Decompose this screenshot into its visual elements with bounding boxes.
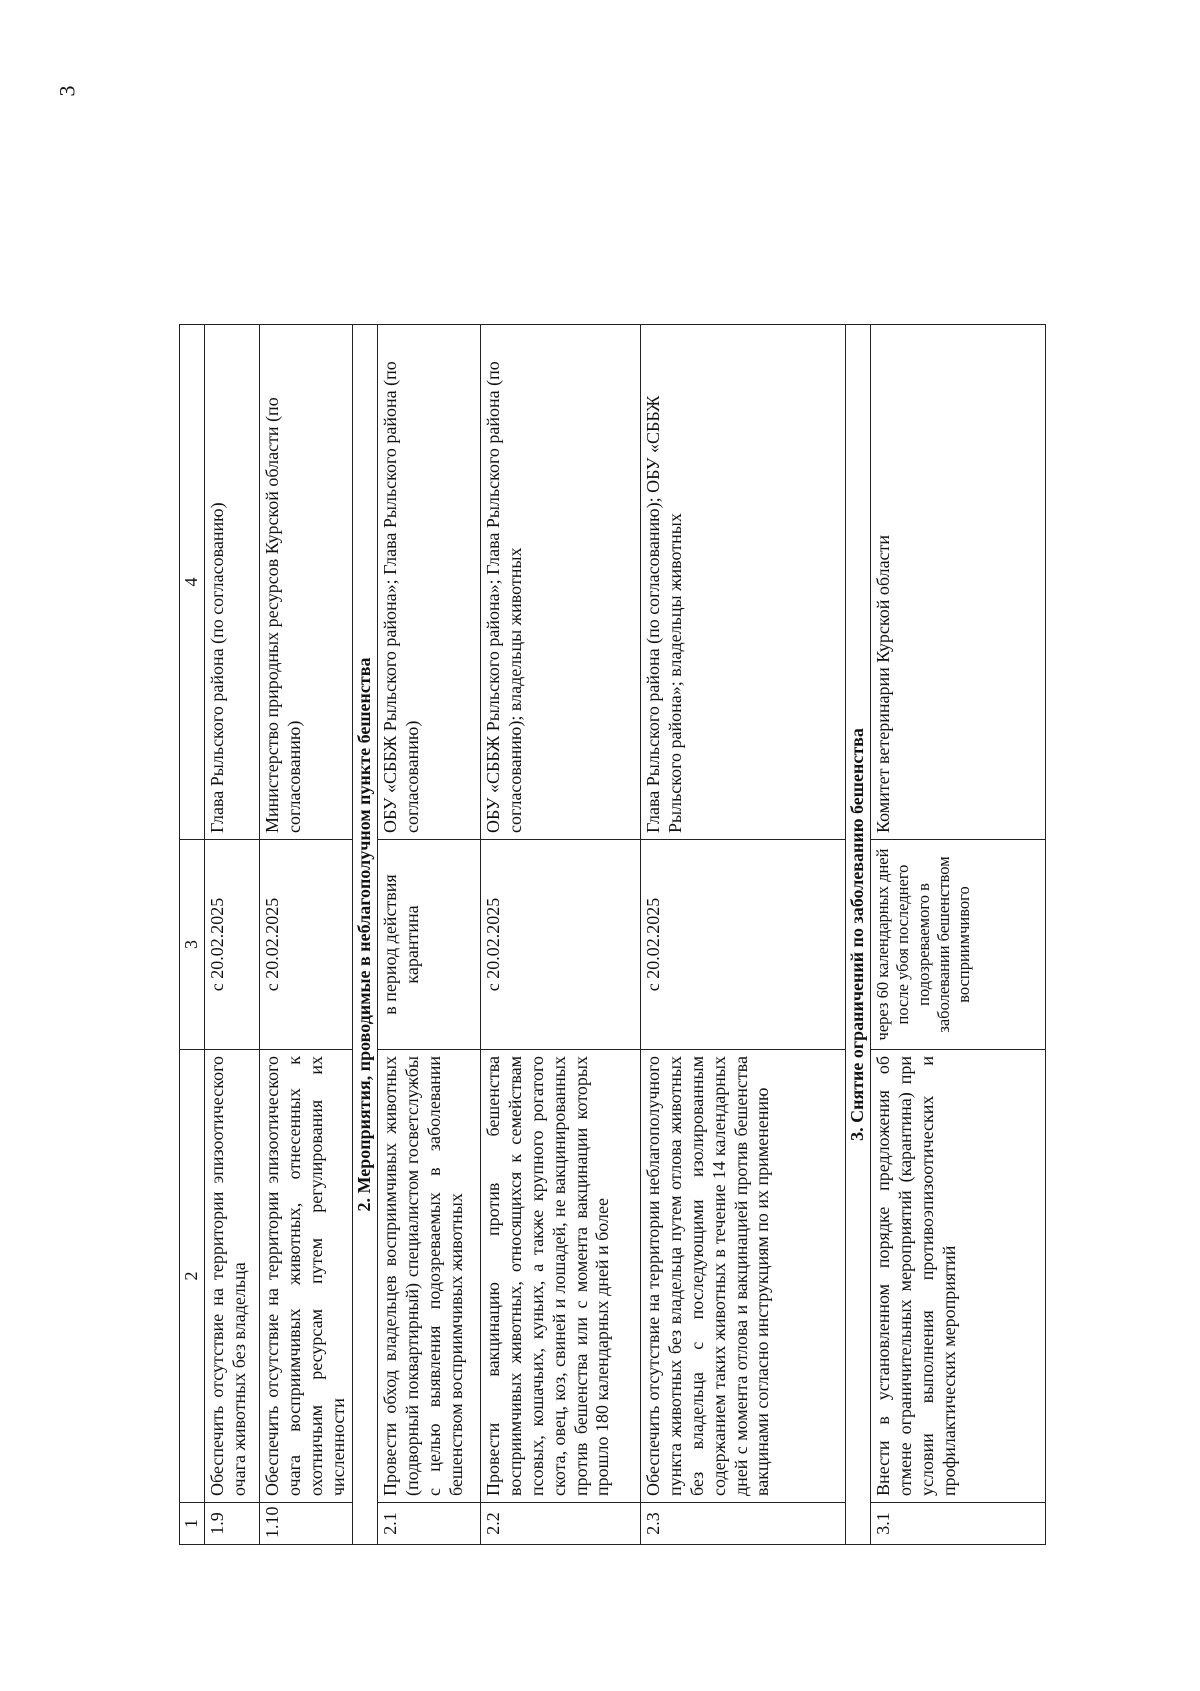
table-row [480, 325, 640, 1545]
row-number: 2.1 [377, 1503, 480, 1545]
row-number: 1.10 [259, 1503, 352, 1545]
row-action: Обеспечить отсутствие на территории эпизоотического очага животных без владельца [204, 1050, 259, 1503]
row-number: 1.9 [204, 1503, 259, 1545]
section-2-header [352, 325, 377, 1545]
row-number: 2.2 [480, 1503, 640, 1545]
header-col-3: 3 [180, 840, 205, 1050]
table-row [259, 325, 352, 1545]
table-row [204, 325, 259, 1545]
row-action: Провести обход владельцев восприимчивых животных (подворный поквартирный) специалистом госветслужбы с целью выявления подозреваемых в заболевании бешенством восприимчивых животных [377, 1050, 480, 1503]
row-action: Обеспечить отсутствие на территории неблагополучного пункта животных без владельца путем отлова животных без владельца с последующими изолированным содержанием таких животных в течение 14 календарных дней с момента отлова и вакцинацией против бешенства вакцинами согласно инструкциям по их применению [640, 1050, 845, 1503]
row-number: 3.1 [870, 1503, 1045, 1545]
row-responsible: Глава Рыльского района (по согласованию); ОБУ «СББЖ Рыльского района»; владельцы животных [640, 325, 845, 840]
row-responsible: Министерство природных ресурсов Курской области (по согласованию) [259, 325, 352, 840]
row-responsible: ОБУ «СББЖ Рыльского района»; Глава Рыльского района (по согласованию); владельцы животных [480, 325, 640, 840]
row-action: Обеспечить отсутствие на территории эпизоотического очага восприимчивых животных, отнесенных к охотничьим ресурсам путем регулирования их численности [259, 1050, 352, 1503]
row-date: с 20.02.2025 [204, 840, 259, 1050]
table-row [377, 325, 480, 1545]
section-3-header [845, 325, 870, 1545]
rotated-table-container [179, 325, 1119, 1545]
page-number: 3 [54, 85, 80, 97]
section-2-title: 2. Мероприятия, проводимые в неблагополучном пункте бешенства [352, 325, 377, 1545]
header-col-4: 4 [180, 325, 205, 840]
row-date: с 20.02.2025 [640, 840, 845, 1050]
row-date: в период действия карантина [377, 840, 480, 1050]
row-date: с 20.02.2025 [259, 840, 352, 1050]
row-number: 2.3 [640, 1503, 845, 1545]
row-action: Внести в установленном порядке предложения об отмене ограничительных мероприятий (карантина) при условии выполнения противоэпизоотических и профилактических мероприятий [870, 1050, 1045, 1503]
header-row [180, 325, 205, 1545]
header-col-1: 1 [180, 1503, 205, 1545]
table-row [640, 325, 845, 1545]
row-responsible: Комитет ветеринарии Курской области [870, 325, 1045, 840]
row-responsible: Глава Рыльского района (по согласованию) [204, 325, 259, 840]
table-row [870, 325, 1045, 1545]
row-date: через 60 календарных дней после убоя последнего подозреваемого в заболевании бешенством восприимчивого [870, 840, 1045, 1050]
row-date: с 20.02.2025 [480, 840, 640, 1050]
row-responsible: ОБУ «СББЖ Рыльского района»; Глава Рыльского района (по согласованию) [377, 325, 480, 840]
row-action: Провести вакцинацию против бешенства восприимчивых животных, относящихся к семействам псовых, кошачьих, куньих, а также крупного рогатого скота, овец, коз, свиней и лошадей, не вакцинированных против бешенства или с момента вакцинации которых прошло 180 календарных дней и более [480, 1050, 640, 1503]
measures-table [179, 324, 1046, 1545]
section-3-title: 3. Снятие ограничений по заболеванию бешенства [845, 325, 870, 1545]
header-col-2: 2 [180, 1050, 205, 1503]
